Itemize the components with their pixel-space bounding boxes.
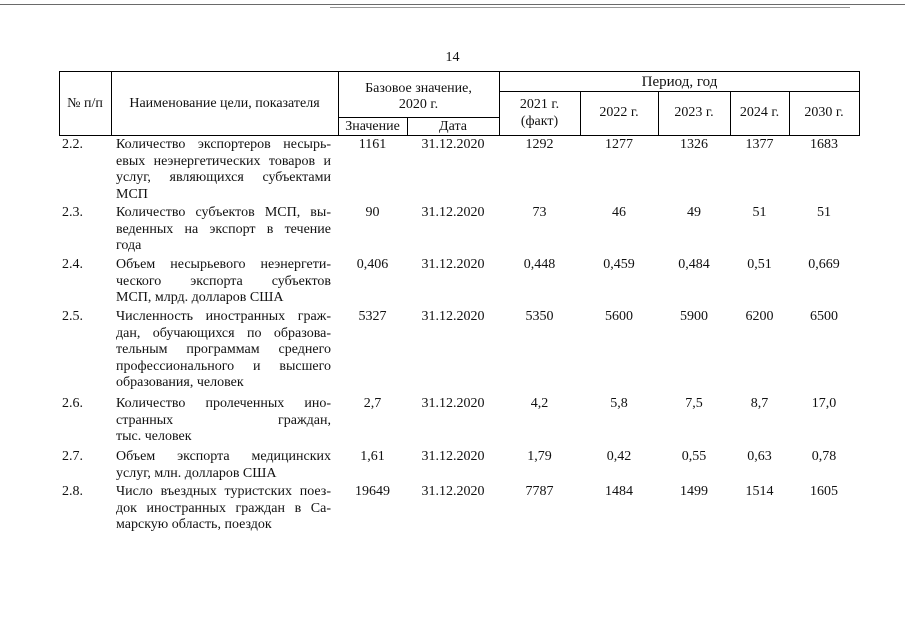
table-row [59, 137, 860, 206]
table-row [59, 205, 860, 257]
row-2024: 1377 [745, 137, 774, 152]
table-header [59, 71, 860, 136]
row-2022: 1277 [605, 137, 633, 152]
row-name: Объем экспорта медицинских услуг, млн. долларов США [116, 449, 331, 481]
row-2023: 1326 [680, 137, 708, 152]
row-2023: 0,484 [678, 257, 710, 272]
row-name: Число въездных туристских поез- док иностранных граждан в Са- марскую область, поездок [116, 484, 331, 532]
row-value: 1,61 [360, 449, 385, 464]
row-value: 1161 [358, 137, 387, 152]
header-date: Дата [439, 119, 467, 134]
row-2021: 7787 [525, 484, 554, 499]
row-name: Численность иностранных граж- дан, обучающихся по образова- тельным программам среднего профессионального и высшего образования, человек [116, 309, 331, 390]
row-name: Количество экспортеров несырь- евых неэнергетических товаров и услуг, являющихся субъектами МСП [116, 137, 331, 202]
row-2023: 1499 [680, 484, 708, 499]
header-value: Значение [345, 119, 400, 134]
row-2024: 8,7 [750, 396, 769, 411]
row-num: 2.6. [62, 396, 83, 411]
row-2021: 73 [532, 205, 547, 220]
table-row [59, 449, 860, 484]
row-num: 2.4. [62, 257, 83, 272]
row-2021: 4,2 [530, 396, 549, 411]
row-name: Объем несырьевого неэнергети- ческого экспорта субъектов МСП, млрд. долларов США [116, 257, 331, 305]
row-num: 2.3. [62, 205, 83, 220]
table-row [59, 257, 860, 309]
scan-top-border [0, 4, 905, 5]
header-2022: 2022 г. [599, 105, 639, 120]
row-2030: 1683 [810, 137, 838, 152]
indicators-table [59, 71, 860, 536]
row-2024: 6200 [745, 309, 774, 324]
row-2030: 17,0 [811, 396, 837, 411]
row-date: 31.12.2020 [421, 205, 485, 220]
row-2021: 1292 [525, 137, 554, 152]
row-date: 31.12.2020 [421, 257, 485, 272]
row-2030: 0,669 [808, 257, 840, 272]
header-2023: 2023 г. [674, 105, 714, 120]
row-name: Количество пролеченных ино- странных граждан, тыс. человек [116, 396, 331, 444]
row-2024: 1514 [745, 484, 774, 499]
row-date: 31.12.2020 [421, 137, 485, 152]
row-2030: 0,78 [811, 449, 837, 464]
header-2021-line1: 2021 г. [519, 97, 560, 112]
header-2021-line2: (факт) [520, 114, 559, 129]
row-2021: 5350 [525, 309, 554, 324]
row-2022: 5,8 [610, 396, 628, 411]
row-value: 19649 [355, 484, 390, 499]
row-2022: 0,459 [603, 257, 635, 272]
row-2022: 1484 [605, 484, 633, 499]
header-period: Период, год [641, 74, 718, 90]
header-name: Наименование цели, показателя [129, 96, 320, 111]
row-value: 0,406 [356, 257, 389, 272]
row-date: 31.12.2020 [421, 309, 485, 324]
row-2023: 7,5 [685, 396, 703, 411]
row-date: 31.12.2020 [421, 449, 485, 464]
row-2030: 51 [817, 205, 831, 220]
row-2022: 46 [612, 205, 626, 220]
scan-top-border-inner [330, 7, 850, 8]
row-2021: 0,448 [523, 257, 556, 272]
row-2023: 0,55 [681, 449, 707, 464]
table-row [59, 484, 860, 536]
row-value: 2,7 [363, 396, 382, 411]
row-num: 2.5. [62, 309, 83, 324]
table-body [59, 136, 860, 536]
row-num: 2.2. [62, 137, 83, 152]
row-date: 31.12.2020 [421, 484, 485, 499]
table-row [59, 396, 860, 449]
row-2023: 5900 [680, 309, 708, 324]
table-row [59, 309, 860, 396]
header-base-line1: Базовое значение, [365, 81, 472, 96]
row-2030: 1605 [810, 484, 838, 499]
row-num: 2.8. [62, 484, 83, 499]
header-num: № п/п [67, 96, 103, 111]
row-date: 31.12.2020 [421, 396, 485, 411]
row-2024: 0,63 [747, 449, 772, 464]
row-2024: 0,51 [747, 257, 772, 272]
header-base-line2: 2020 г. [398, 97, 439, 112]
row-2022: 0,42 [606, 449, 632, 464]
row-name: Количество субъектов МСП, вы- веденных на экспорт в течение года [116, 205, 331, 253]
header-2030: 2030 г. [804, 105, 844, 120]
header-2024: 2024 г. [739, 105, 780, 120]
row-value: 90 [365, 205, 380, 220]
row-2021: 1,79 [527, 449, 552, 464]
row-2024: 51 [752, 205, 767, 220]
page-number: 14 [445, 50, 460, 65]
row-num: 2.7. [62, 449, 83, 464]
row-2030: 6500 [810, 309, 838, 324]
row-2022: 5600 [605, 309, 633, 324]
row-value: 5327 [358, 309, 387, 324]
row-2023: 49 [687, 205, 701, 220]
